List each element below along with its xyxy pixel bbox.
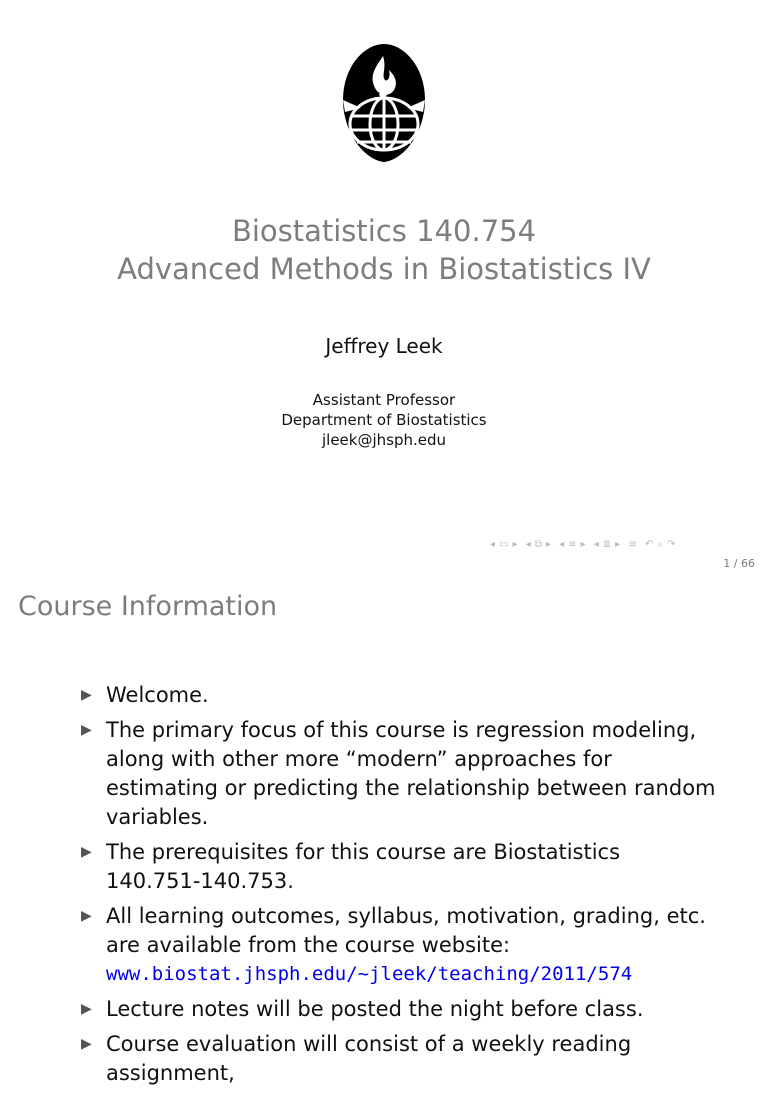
nav-forward-icon[interactable]: ↷ bbox=[666, 539, 677, 550]
author-department: Department of Biostatistics bbox=[281, 411, 487, 429]
list-item-text: The primary focus of this course is regression modeling, along with other more “modern” approaches for estimating or predicting the relationship between random variables. bbox=[106, 718, 716, 829]
author-name: Jeffrey Leek bbox=[325, 334, 443, 358]
triangle-bullet-icon: ▶ bbox=[81, 1036, 92, 1052]
nav-align-icon[interactable]: ≡ bbox=[628, 539, 638, 550]
beamer-navigation-bar[interactable] bbox=[490, 539, 762, 553]
course-information-slide bbox=[0, 576, 768, 1085]
nav-subsection-icon[interactable]: ⧉ bbox=[534, 539, 543, 550]
triangle-bullet-icon: ▶ bbox=[81, 687, 92, 703]
triangle-bullet-icon: ▶ bbox=[81, 722, 92, 738]
list-item-text: The prerequisites for this course are Biostatistics 140.751-140.753. bbox=[106, 840, 621, 893]
author-position: Assistant Professor bbox=[312, 391, 456, 409]
course-website-link[interactable]: www.biostat.jhsph.edu/~jleek/teaching/2011/574 bbox=[106, 963, 633, 985]
nav-next-subsection-icon[interactable]: ▸ bbox=[545, 539, 552, 550]
nav-back-icon[interactable]: ↶ bbox=[644, 539, 655, 550]
author-email: jleek@jhsph.edu bbox=[321, 431, 447, 449]
nav-prev-part-icon[interactable]: ◂ bbox=[593, 539, 600, 550]
page-number: 1 / 66 bbox=[723, 557, 755, 570]
list-item-text: Course evaluation will consist of a weekly reading assignment, bbox=[106, 1032, 632, 1085]
triangle-bullet-icon: ▶ bbox=[81, 908, 92, 924]
list-item bbox=[81, 681, 721, 710]
nav-next-part-icon[interactable]: ▸ bbox=[615, 539, 622, 550]
nav-prev-section-icon[interactable]: ◂ bbox=[559, 539, 566, 550]
nav-section-icon[interactable]: ≡ bbox=[568, 539, 578, 550]
triangle-bullet-icon: ▶ bbox=[81, 1001, 92, 1017]
list-item-text: Lecture notes will be posted the night before class. bbox=[106, 997, 644, 1021]
triangle-bullet-icon: ▶ bbox=[81, 844, 92, 860]
list-item bbox=[81, 1030, 721, 1088]
nav-search-icon[interactable]: ⌕ bbox=[657, 539, 664, 550]
slide-title-line-1: Biostatistics 140.754 bbox=[231, 214, 537, 248]
list-item-text: All learning outcomes, syllabus, motivation, grading, etc. are available from the course website: bbox=[106, 904, 706, 957]
list-item-text: Welcome. bbox=[106, 683, 209, 707]
list-item bbox=[81, 995, 721, 1024]
list-item bbox=[81, 838, 721, 896]
bullet-list bbox=[81, 681, 721, 1094]
slide-title-line-2: Advanced Methods in Biostatistics IV bbox=[117, 252, 651, 286]
nav-frame-icon[interactable]: ▭ bbox=[499, 539, 510, 550]
nav-next-section-icon[interactable]: ▸ bbox=[580, 539, 587, 550]
nav-prev-subsection-icon[interactable]: ◂ bbox=[525, 539, 532, 550]
nav-part-icon[interactable]: ≣ bbox=[602, 539, 613, 550]
list-item bbox=[81, 716, 721, 832]
nav-prev-frame-icon[interactable]: ◂ bbox=[490, 539, 497, 550]
list-item bbox=[81, 902, 721, 989]
school-logo-icon bbox=[339, 42, 429, 163]
frame-title: Course Information bbox=[18, 591, 278, 622]
nav-next-frame-icon[interactable]: ▸ bbox=[512, 539, 519, 550]
